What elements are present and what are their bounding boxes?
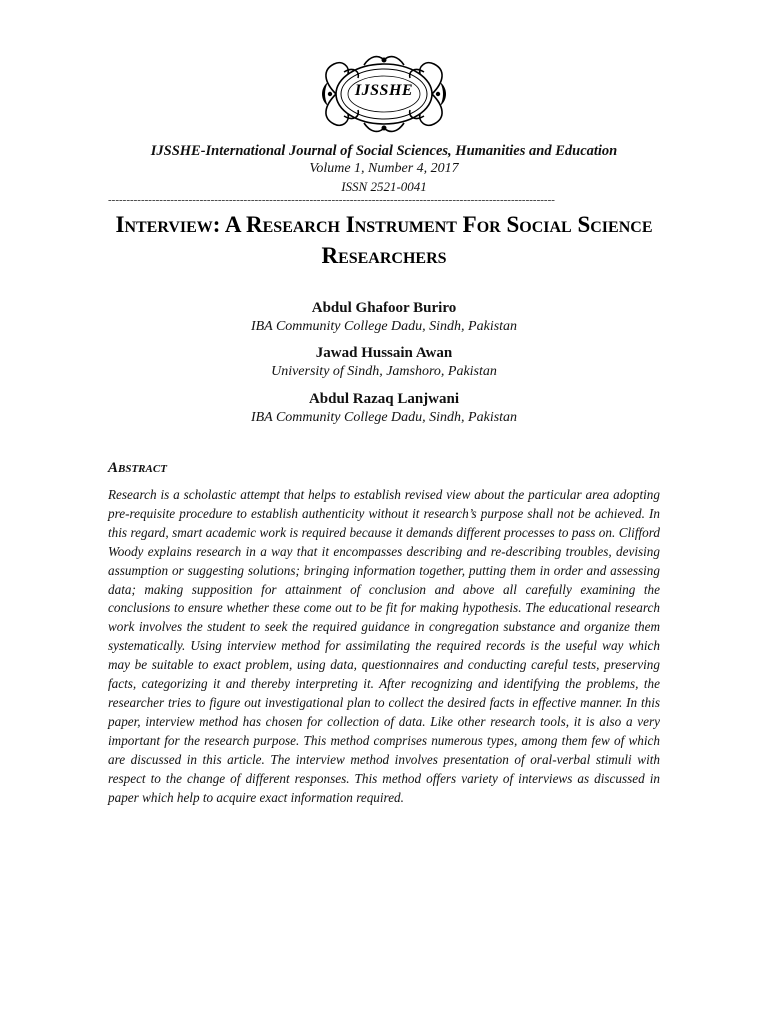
header-divider: -------------------------------------------------------------------------------------------------------------------------- [108,194,555,206]
author-name: Abdul Ghafoor Buriro [311,300,457,316]
journal-name: IJSSHE-International Journal of Social Sciences, Humanities and Education [150,143,618,159]
author-name: Abdul Razaq Lanjwani [308,391,460,407]
journal-issn: ISSN 2521-0041 [341,179,427,194]
journal-logo [314,52,454,136]
author-affiliation: IBA Community College Dadu, Sindh, Pakistan [250,410,518,425]
abstract-heading: Abstract [108,460,167,476]
paper-title: Interview: A Research Instrument For Social Science Researchers [115,212,653,268]
author-affiliation: University of Sindh, Jamshoro, Pakistan [271,364,497,379]
abstract-text: Research is a scholastic attempt that helps to establish revised view about the particular area adopting pre-requisite procedure to establish authenticity without it research’s purpose shall not be achieved. In this regard, smart academic work is required because it demands different processes to pass on. Clifford Woody explains research in a way that it encompasses describing and re-describing troubles, devising assumption or suggesting solutions; bringing information together, putting them in order and assessing data; making supposition for attainment of conclusion and above all carefully examining the conclusions to ensure whether these come out to be fit for making hypothesis. The educational research work involves the student to seek the required guidance in congregation substance and organize them systematically. Using interview method for assimilating the required records is the useful way which may be suitable to exact problem, using data, questionnaires and conducting careful tests, preserving facts, categorizing it and thereby interpreting it. After recognizing and identifying the problems, the researcher tries to figure out investigational plan to collect the desired facts in effective manner. In this paper, interview method has chosen for collection of data. Like other research tools, it is also a very important for the research purpose. This method comprises numerous types, among them few of which are discussed in this article. The interview method involves presentation of oral-verbal stimuli with respect to the change of different responses. This method offers variety of interviews as discussed in paper which help to acquire exact information required. [108,487,660,805]
journal-volume: Volume 1, Number 4, 2017 [309,161,459,176]
author-name: Jawad Hussain Awan [315,345,453,361]
author-affiliation: IBA Community College Dadu, Sindh, Pakistan [250,319,518,334]
logo-text: IJSSHE [354,82,414,99]
